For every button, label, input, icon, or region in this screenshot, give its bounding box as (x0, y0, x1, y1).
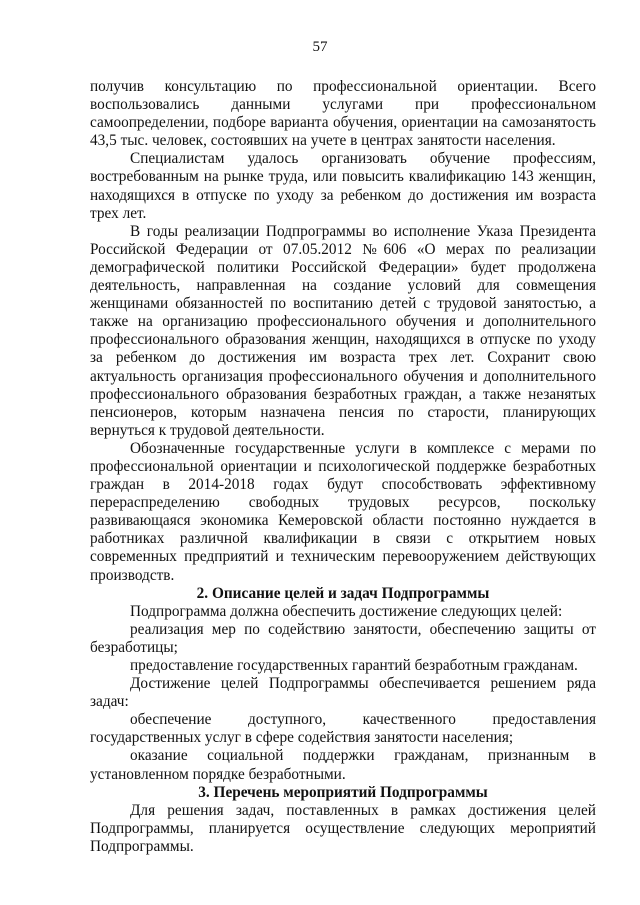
section-2-goal-employment: реализация мер по содействию занятости, обеспечению защиты от безработицы; (90, 620, 596, 656)
paragraph-presidential-decree: В годы реализации Подпрограммы во исполнение Указа Президента Российской Федерации от 07.05.2012 №606 «О мерах по реализации демографической политики Российской Федерации» будет продолжена деятельность, направленная на создание условий для совмещения женщинами обязанностей по воспитанию детей с трудовой занятостью, а также на организацию профессионального обучения и дополнительного профессионального образования женщин, находящихся в отпуске по уходу за ребенком до достижения им возраста трех лет. Сохранит свою актуальность организация профессионального обучения и дополнительного профессионального образования безработных граждан, а также незанятых пенсионеров, которым назначена пенсия по старости, планирующих вернуться к трудовой деятельности. (90, 222, 596, 439)
section-2-task-services: обеспечение доступного, качественного предоставления государственных услуг в сфере содействия занятости населения; (90, 711, 596, 747)
paragraph-state-services: Обозначенные государственные услуги в комплексе с мерами по профессиональной ориентации и психологической поддержке безработных граждан в 2014-2018 годах будут способствовать эффективному перераспределению свободных трудовых ресурсов, поскольку развивающаяся экономика Кемеровской области постоянно нуждается в работниках различной квалификации в связи с открытием новых современных предприятий и техническим перевооружением действующих производств. (90, 439, 596, 584)
section-2-goals-intro: Подпрограмма должна обеспечить достижение следующих целей: (130, 602, 563, 620)
section-3-intro: Для решения задач, поставленных в рамках достижения целей Подпрограммы, планируется осуществление следующих мероприятий Подпрограммы. (90, 801, 596, 855)
page-number: 57 (312, 39, 328, 55)
section-3-heading: 3. Перечень мероприятий Подпрограммы (198, 783, 488, 801)
section-2-heading: 2. Описание целей и задач Подпрограммы (196, 584, 490, 602)
section-2-task-support: оказание социальной поддержки гражданам, признанным в установленном порядке безработными. (90, 747, 596, 783)
document-body (90, 78, 596, 856)
section-2-goal-guarantees: предоставление государственных гарантий безработным гражданам. (130, 657, 578, 674)
paragraph-women-training: Специалистам удалось организовать обучение профессиям, востребованным на рынке труда, или повысить квалификацию 143 женщин, находящихся в отпуске по уходу за ребенком до достижения им возраста трех лет. (90, 150, 596, 222)
section-2-tasks-intro: Достижение целей Подпрограммы обеспечивается решением ряда задач: (90, 675, 596, 711)
paragraph-consultation-results: получив консультацию по профессиональной ориентации. Всего воспользовались данными услугами при профессиональном самоопределении, подборе варианта обучения, ориентации на самозанятость 43,5 тыс. человек, состоявших на учете в центрах занятости населения. (90, 78, 596, 150)
